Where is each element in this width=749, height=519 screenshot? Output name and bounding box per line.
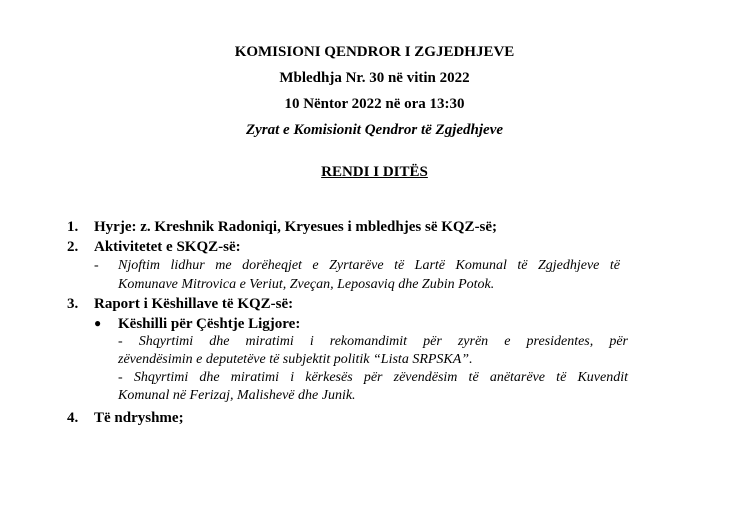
agenda-title-row [0,163,749,181]
agenda-item-3-line-4: Komunal në Ferizaj, Malishevë dhe Junik. [118,388,356,403]
agenda-item-3-bullet-text: Këshilli për Çështje Ligjore: [118,316,301,332]
agenda-item-2-sub-marker: - [94,258,99,273]
commission-title: KOMISIONI QENDROR I ZGJEDHJEVE [234,44,515,60]
agenda-item-1-text: Hyrje: z. Kreshnik Radoniqi, Kryesues i mbledhjes së KQZ-së; [94,219,498,235]
agenda-item-3-number: 3. [67,296,79,312]
meeting-location: Zyrat e Komisionit Qendror të Zgjedhjeve [245,122,504,138]
bullet-icon: ● [94,316,102,330]
agenda-item-3-line-2: zëvendësimin e deputetëve të subjektit politik “Lista SRPSKA”. [118,352,473,367]
agenda-item-3-line-3: - Shqyrtimi dhe miratimi i kërkesës për zëvendësim të anëtarëve të Kuvendit [118,370,628,385]
meeting-datetime: 10 Nëntor 2022 në ora 13:30 [284,96,465,112]
meeting-number: Mbledhja Nr. 30 në vitin 2022 [279,70,470,86]
agenda-item-3-text: Raport i Këshillave të KQZ-së: [94,296,294,312]
agenda-item-4-number: 4. [67,410,79,426]
agenda-title: RENDI I DITËS [321,164,428,180]
agenda-item-1-number: 1. [67,219,79,235]
agenda-item-2-number: 2. [67,239,79,255]
agenda-item-3-line-1: - Shqyrtimi dhe miratimi i rekomandimit për zyrën e presidentes, për [118,334,628,349]
agenda-item-4-text: Të ndryshme; [94,410,184,426]
agenda-item-2-sub-line-1: Njoftim lidhur me dorëheqjet e Zyrtarëve të Lartë Komunal të Zgjedhjeve të [118,258,620,273]
agenda-item-2-text: Aktivitetet e SKQZ-së: [94,239,241,255]
agenda-item-2-sub-line-2: Komunave Mitrovica e Veriut, Zveçan, Leposaviq dhe Zubin Potok. [118,277,495,292]
